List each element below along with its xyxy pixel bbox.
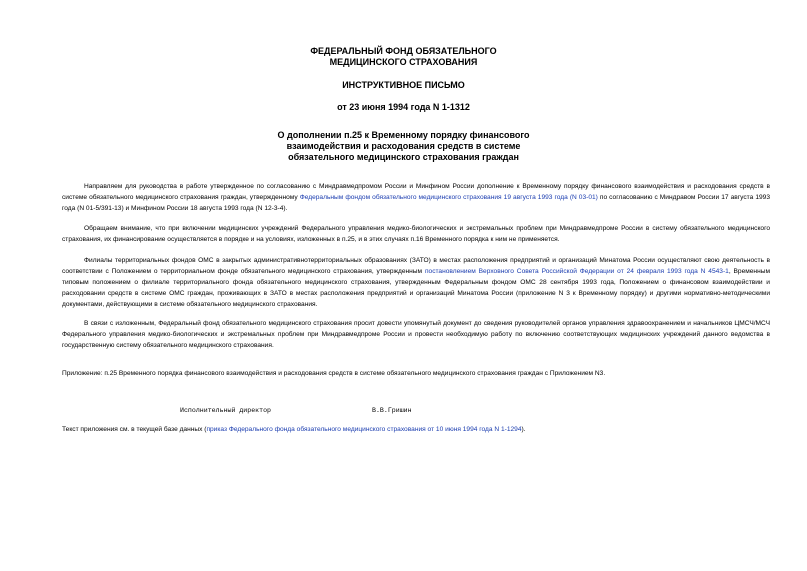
appendix-note <box>62 424 770 435</box>
org-name <box>0 46 807 68</box>
appendix-text: Приложение: п.25 Временного порядка финансового взаимодействия и расходования средств в системе обязательного медицинского страхования граждан с Приложением N3. <box>62 370 606 377</box>
appendix-note-text-b: ). <box>521 426 526 433</box>
paragraph-1-text-a: Направляем для руководства в работе утвержденное по согласованию с Миндравмедпромом России и Минфином России дополнение к Временному порядку финансового взаимодействия и расходования средств в системе обязательного медицинского страхования граждан, утвержденному <box>62 183 770 201</box>
subject-line3: обязательного медицинского страхования граждан <box>288 152 519 162</box>
paragraph-4 <box>62 318 770 351</box>
link-ffoms-order-1993[interactable]: Федеральным фондом обязательного медицинского страхования 19 августа 1993 года (N 03-01) <box>299 194 598 201</box>
link-ffoms-order-1994[interactable]: приказ Федерального фонда обязательного медицинского страхования от 10 июня 1994 года N 1-1294 <box>206 426 522 433</box>
doc-date: от 23 июня 1994 года N 1-1312 <box>337 102 470 112</box>
subject-line1: О дополнении п.25 к Временному порядку финансового <box>277 130 530 140</box>
paragraph-2-text: Обращаем внимание, что при включении медицинских учреждений Федерального управления медико-биологических и экстремальных проблем при Миндравмедпроме России в систему обязательного медицинского страхования, их финансирование осуществляется в порядке и на условиях, изложенных в п.25, и в этих случаях п.16 Временного порядка к ним не применяется. <box>62 225 770 243</box>
org-name-line1: ФЕДЕРАЛЬНЫЙ ФОНД ОБЯЗАТЕЛЬНОГО <box>310 46 497 56</box>
signature-position: Исполнительный директор <box>180 407 272 414</box>
paragraph-3-text-a: Филиалы территориальных фондов ОМС в закрытых административнотерриториальных образованиях (ЗАТО) в местах расположения предприятий и организаций Минатома России осуществляют свою деятельность в соответствии с Положением о территориальном фонде обязательного медицинского страхования, утвержденным <box>62 257 770 275</box>
doc-type: ИНСТРУКТИВНОЕ ПИСЬМО <box>342 80 465 90</box>
doc-subject <box>0 130 807 163</box>
paragraph-4-text: В связи с изложенным, Федеральный фонд обязательного медицинского страхования просит довести упомянутый документ до сведения руководителей органов управления здравоохранением и начальников ЦМСЧ/МСЧ Федерального управления медико-биологических и экстремальных проблем при Миндравмедпроме России и провести необходимую работу по включению соответствующих медицинских учреждений данного ведомства в государственную систему обязательного медицинского страхования. <box>62 320 770 349</box>
subject-line2: взаимодействия и расходования средств в системе <box>286 141 521 151</box>
paragraph-1 <box>62 181 770 214</box>
signature-name: В.В.Гришин <box>372 407 412 414</box>
paragraph-1-text-b: по согласованию с Миндравом России 17 августа 1993 года (N 01-5/391-13) и Минфином России 18 августа 1993 года (N 12-3-4). <box>62 194 770 212</box>
appendix-note-text-a: Текст приложения см. в текущей базе данных ( <box>62 426 207 433</box>
org-name-line2: МЕДИЦИНСКОГО СТРАХОВАНИЯ <box>329 57 478 67</box>
paragraph-3-text-b: , Временным типовым положением о филиале территориального фонда обязательного медицинского страхования, утвержденным Федеральным фондом ОМС 28 сентября 1993 года, Положением о финансовом взаимодействии и расходовании средств в системе ОМС граждан, проживающих в ЗАТО в местах расположения предприятий и организаций Минатома России (приложение N 3 к Временному порядку) и другими нормативно-методическими документами, действующими в системе обязательного медицинского страхования. <box>62 268 770 308</box>
link-supreme-council-resolution[interactable]: постановлением Верховного Совета Российской Федерации от 24 февраля 1993 года N 4543-1 <box>424 268 729 275</box>
paragraph-2 <box>62 223 770 245</box>
paragraph-3 <box>62 255 770 310</box>
appendix-line <box>62 368 770 379</box>
